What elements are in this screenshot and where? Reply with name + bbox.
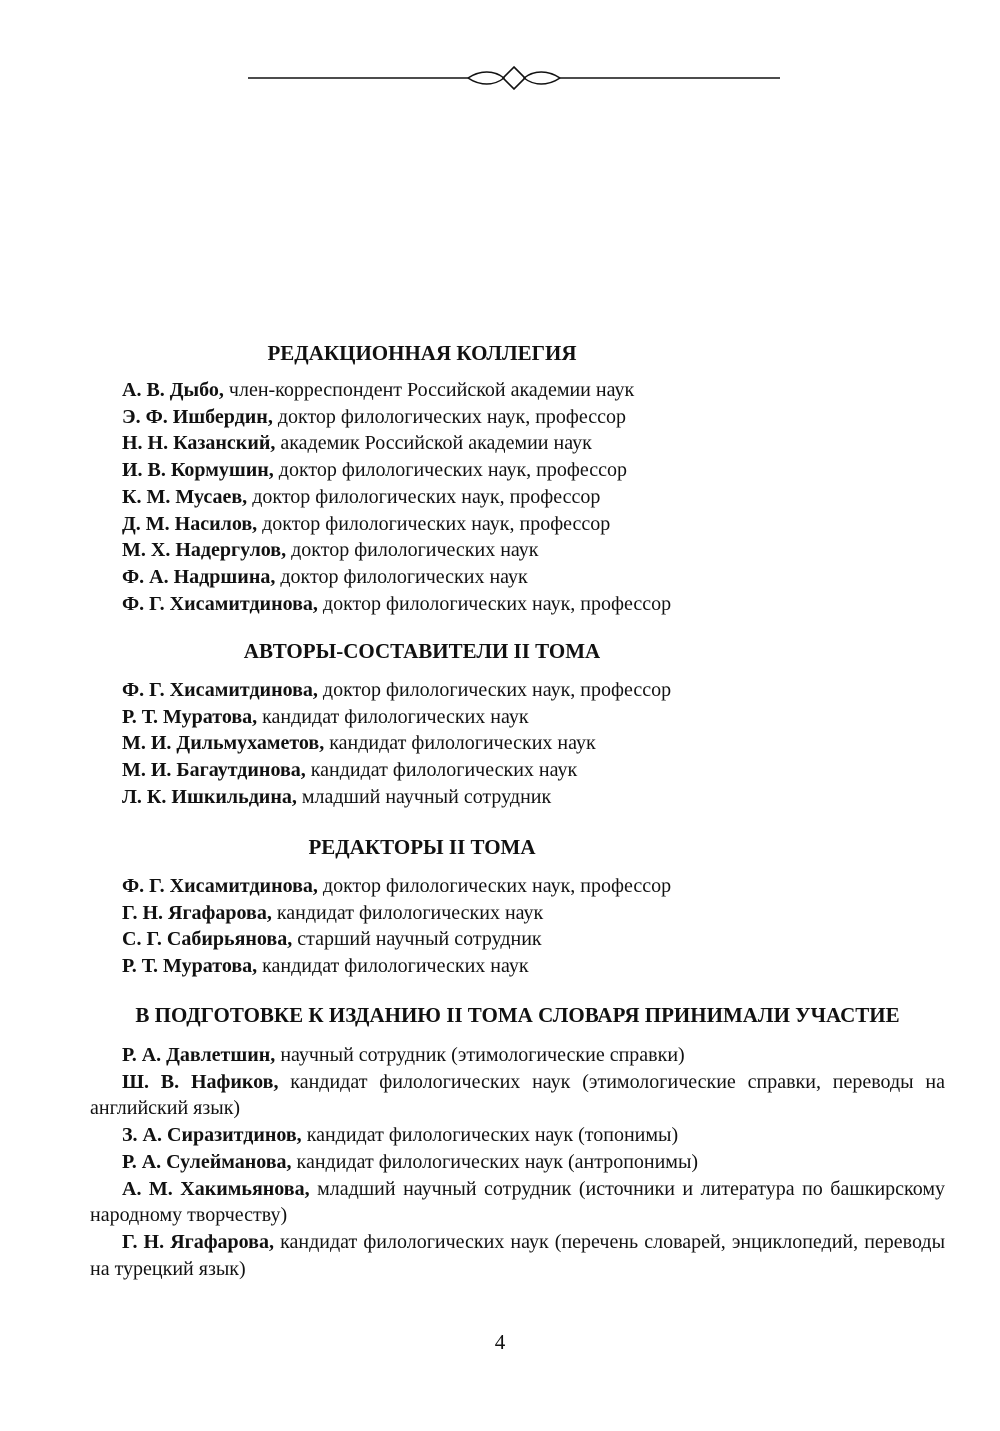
contributor-paragraph (90, 1229, 945, 1282)
section-title: АВТОРЫ-СОСТАВИТЕЛИ II ТОМА (243, 639, 601, 663)
member-role: член-корреспондент Российской академии наук (228, 379, 635, 401)
contributor-paragraph (90, 1149, 945, 1176)
member-name: Ф. А. Надршина, (122, 565, 276, 588)
section-authors (122, 637, 722, 811)
section-editorial-board (122, 339, 722, 617)
member-row (122, 591, 722, 618)
member-role: доктор филологических наук, профессор (322, 679, 672, 701)
member-role: доктор филологических наук, профессор (252, 485, 601, 508)
member-role: кандидат филологических наук (этимологические справки, переводы на английский язык) (90, 1070, 945, 1120)
contributor-paragraph (90, 1069, 945, 1122)
member-role: доктор филологических наук, профессор (277, 405, 627, 428)
member-row (122, 926, 722, 953)
member-name: Г. Н. Ягафарова, (122, 1230, 274, 1253)
member-name: Ф. Г. Хисамитдинова, (122, 875, 318, 897)
member-name: М. И. Дильмухаметов, (122, 732, 325, 755)
member-name: Р. А. Давлетшин, (122, 1044, 276, 1066)
member-name: Н. Н. Казанский, (122, 432, 276, 455)
member-row (122, 757, 722, 784)
member-row (122, 784, 722, 811)
member-name: М. И. Багаутдинова, (122, 759, 306, 782)
member-row (122, 900, 722, 927)
member-role: академик Российской академии наук (280, 432, 592, 455)
member-role: доктор филологических наук (280, 565, 528, 588)
contributor-paragraph (90, 1122, 945, 1149)
member-name: Г. Н. Ягафарова, (122, 901, 272, 924)
member-name: Р. Т. Муратова, (122, 955, 258, 978)
member-role: доктор филологических наук, профессор (278, 459, 627, 482)
header-ornament (248, 64, 780, 92)
member-name: А. В. Дыбо, (122, 379, 224, 401)
section-contributors (90, 1001, 945, 1282)
member-row (122, 457, 722, 484)
member-role: доктор филологических наук, профессор (262, 512, 611, 535)
member-role: старший научный сотрудник (297, 928, 542, 951)
member-row (122, 730, 722, 757)
member-row (122, 873, 722, 900)
member-name: Ф. Г. Хисамитдинова, (122, 592, 318, 615)
member-row (122, 537, 722, 564)
member-role: младший научный сотрудник (301, 785, 552, 808)
member-row (122, 677, 722, 704)
member-name: Ш. В. Нафиков, (122, 1070, 279, 1093)
member-name: Л. К. Ишкильдина, (122, 785, 297, 808)
member-row (122, 484, 722, 511)
member-role: младший научный сотрудник (источники и литература по башкирскому народному творчеству) (90, 1177, 945, 1227)
member-name: А. М. Хакимьянова, (122, 1177, 310, 1200)
member-name: Д. М. Насилов, (122, 512, 258, 535)
member-role: кандидат филологических наук (310, 759, 578, 782)
member-row (122, 704, 722, 731)
member-name: С. Г. Сабирьянова, (122, 928, 293, 951)
contributor-paragraph (90, 1042, 945, 1069)
member-role: доктор филологических наук (291, 539, 539, 562)
page-number: 4 (494, 1330, 506, 1354)
member-role: доктор филологических наук, профессор (322, 875, 672, 897)
member-row (122, 953, 722, 980)
member-role: кандидат филологических наук (топонимы) (306, 1124, 679, 1147)
section-editors (122, 833, 722, 980)
member-name: И. В. Кормушин, (122, 459, 274, 482)
member-row (122, 564, 722, 591)
member-role: кандидат филологических наук (262, 705, 529, 728)
section-title: В ПОДГОТОВКЕ К ИЗДАНИЮ II ТОМА СЛОВАРЯ ПРИНИМАЛИ УЧАСТИЕ (135, 1003, 900, 1027)
member-row (122, 377, 722, 404)
member-role: кандидат филологических наук (276, 901, 544, 924)
member-role: кандидат филологических наук (антропонимы) (296, 1150, 699, 1173)
section-title: РЕДАКЦИОННАЯ КОЛЛЕГИЯ (267, 341, 577, 365)
section-title: РЕДАКТОРЫ II ТОМА (308, 835, 536, 859)
member-row (122, 404, 722, 431)
member-name: Э. Ф. Ишбердин, (122, 405, 273, 428)
member-name: М. Х. Надергулов, (122, 539, 287, 562)
member-role: доктор филологических наук, профессор (322, 592, 672, 615)
member-role: кандидат филологических наук (329, 732, 596, 755)
member-name: Ф. Г. Хисамитдинова, (122, 679, 318, 701)
member-role: кандидат филологических наук (262, 955, 529, 978)
member-name: К. М. Мусаев, (122, 485, 248, 508)
member-name: Р. А. Сулейманова, (122, 1150, 292, 1173)
member-name: Р. Т. Муратова, (122, 705, 258, 728)
contributor-paragraph (90, 1176, 945, 1229)
member-row (122, 430, 722, 457)
member-role: научный сотрудник (этимологические справки) (280, 1044, 685, 1066)
member-row (122, 511, 722, 538)
member-role: кандидат филологических наук (перечень словарей, энциклопедий, переводы на турецкий язык) (90, 1230, 946, 1280)
member-name: З. А. Сиразитдинов, (122, 1124, 302, 1147)
